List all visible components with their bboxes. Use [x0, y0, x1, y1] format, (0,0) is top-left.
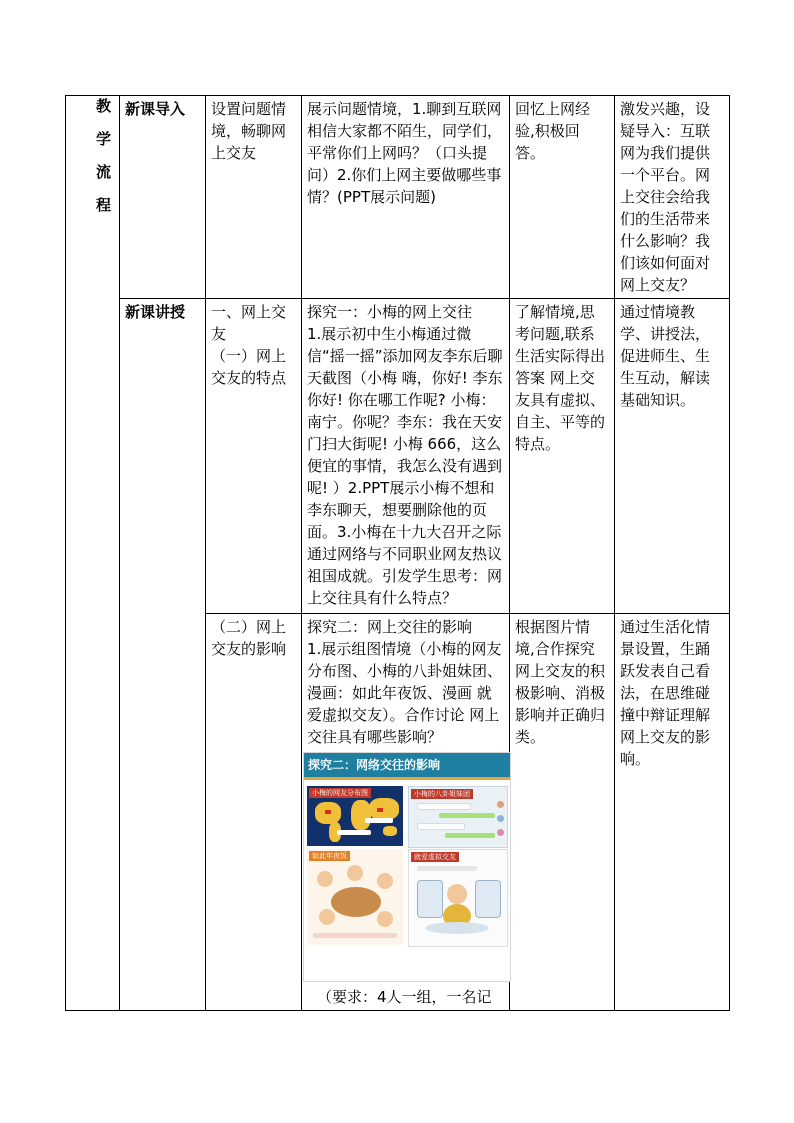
content-cell: 设置问题情境，畅聊网上交友 — [206, 96, 302, 299]
friend-map-panel — [307, 786, 403, 846]
panel-tag: 就爱虚拟交友 — [411, 852, 459, 862]
slide-screenshot — [303, 752, 511, 982]
lesson-plan-table — [65, 95, 730, 1011]
design-intent-cell: 通过情境教学、讲授法，促进师生、生生互动，解读基础知识。 — [615, 299, 730, 614]
student-activity-cell: 根据图片情境,合作探究网上交友的积极影响、消极影响并正确归类。 — [510, 614, 615, 1011]
table-row — [66, 299, 730, 614]
content-cell — [206, 299, 302, 614]
panel-tag: 小梅的八卦姐妹团 — [411, 789, 473, 799]
student-activity-cell: 了解情境,思考问题,联系生活实际得出答案 网上交友具有虚拟、自主、平等的特点。 — [510, 299, 615, 614]
table-row — [66, 96, 730, 299]
new-year-dinner-panel — [307, 849, 403, 945]
phase-intro: 新课导入 — [120, 96, 206, 299]
teacher-activity-cell — [302, 614, 510, 1011]
inquiry-title: 探究一：小梅的网上交往 — [307, 303, 473, 321]
student-activity-cell: 回忆上网经验,积极回答。 — [510, 96, 615, 299]
inquiry-title: 探究二：网上交往的影响 — [307, 618, 473, 636]
design-intent-cell: 通过生活化情景设置，生踊跃发表自己看法，在思维碰撞中辩证理解网上交友的影响。 — [615, 614, 730, 1011]
phase-lecture: 新课讲授 — [120, 299, 206, 1011]
inquiry-body: 1.展示初中生小梅通过微信“摇一摇”添加网友李东后聊天截图（小梅 嗨，你好! 李东 你好! 你在哪工作呢? 小梅：南宁。你呢？李东：我在天安门扫大街呢! 小梅 666，这么便宜的事情，我怎么没有遇到呢! ）2.PPT展示小梅不想和李东聊天，想要删除他的页面。3.小梅在十九大召开之际通过网络与不同职业网友热议祖国成就。引发学生思考：网上交往具有什么特点？ — [307, 325, 503, 607]
teacher-activity-cell: 展示问题情境，1.聊到互联网相信大家都不陌生，同学们，平常你们上网吗？（口头提问）2.你们上网主要做哪些事情？(PPT展示问题) — [302, 96, 510, 299]
inquiry-requirement: （要求：4人一组，一名记 — [317, 988, 492, 1006]
content-cell: （二）网上交友的影响 — [206, 614, 302, 1011]
teacher-activity-cell — [302, 299, 510, 614]
panel-tag: 如此年夜饭 — [309, 851, 350, 861]
slide-header-strip — [304, 777, 510, 780]
design-intent-cell: 激发兴趣，设疑导入：互联网为我们提供一个平台。网上交往会给我们的生活带来什么影响？我们该如何面对网上交友？ — [615, 96, 730, 299]
virtual-friends-panel — [408, 849, 508, 947]
gossip-group-panel — [408, 786, 508, 848]
panel-tag: 小梅的网友分布图 — [309, 788, 371, 798]
slide-header: 探究二：网络交往的影响 — [304, 753, 510, 777]
stage-label: 教学流程 — [66, 96, 120, 1011]
content-heading: 一、网上交友 — [211, 303, 287, 343]
inquiry-body: 1.展示组图情境（小梅的网友分布图、小梅的八卦姐妹团、漫画：如此年夜饭、漫画 就爱虚拟交友）。合作讨论 网上交往具有哪些影响？ — [307, 640, 503, 746]
content-subheading: （一）网上交友的特点 — [211, 347, 287, 387]
